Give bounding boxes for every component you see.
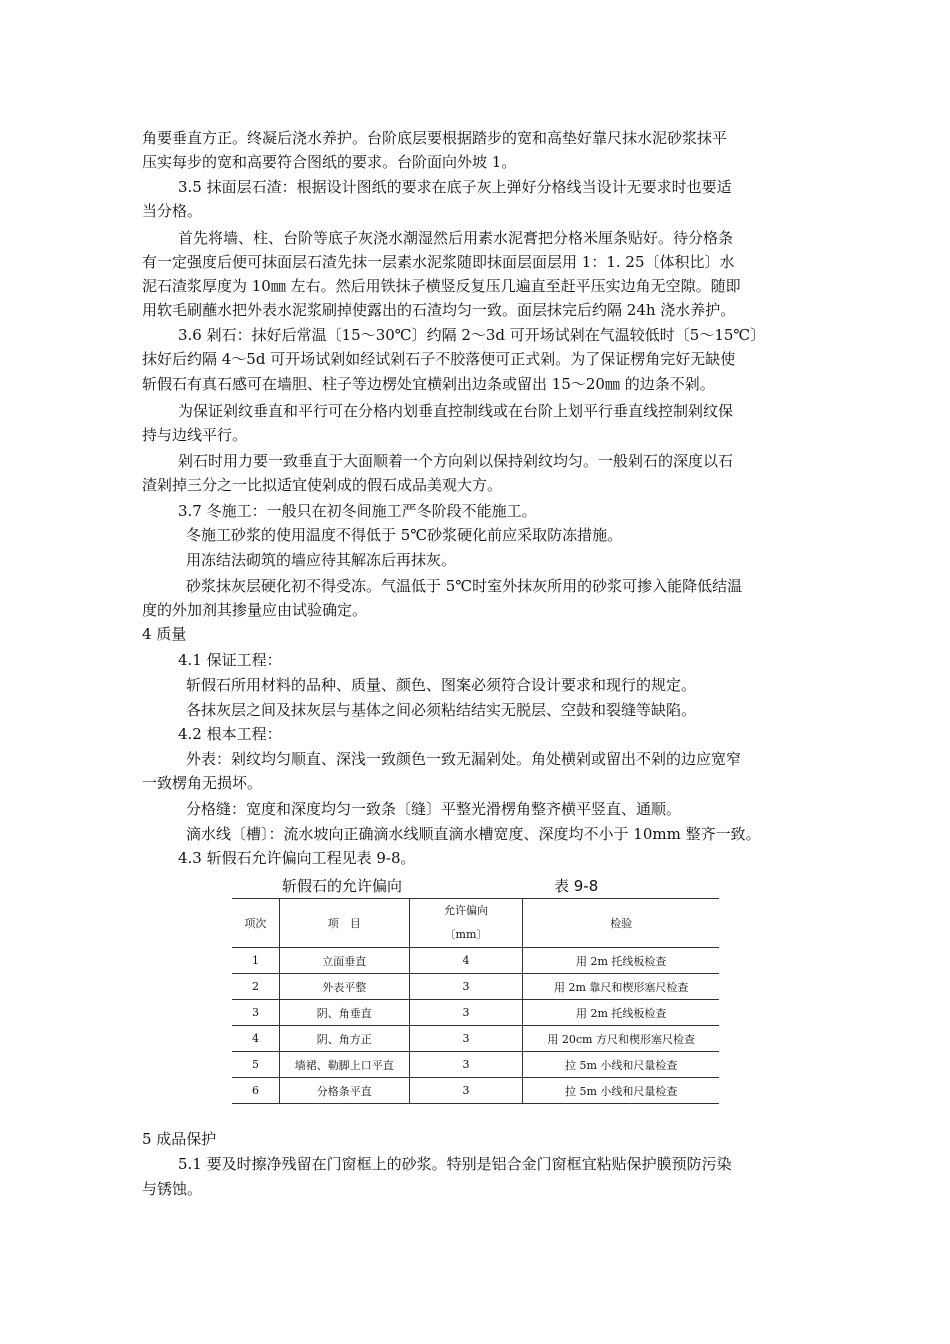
cell-item: 外表平整	[279, 974, 409, 1000]
paragraph-line: 冬施工砂浆的使用温度不得低于 5℃砂浆硬化前应采取防冻措施。	[186, 526, 623, 544]
cell-deviation: 3	[409, 1052, 523, 1078]
table-row	[232, 1052, 719, 1078]
cell-deviation: 3	[409, 1026, 523, 1052]
paragraph-line: 滴水线〔槽〕：流水坡向正确滴水线顺直滴水槽宽度、深度均不小于 10mm 整齐一致。	[186, 825, 761, 843]
paragraph-line: 有一定强度后便可抹面层石渣先抹一层素水泥浆随即抹面层面层用 1：1. 25〔体积比〕水	[142, 253, 735, 271]
section-4-heading: 4 质量	[142, 625, 187, 643]
paragraph-line: 砂浆抹灰层硬化初不得受冻。气温低于 5℃时室外抹灰所用的砂浆可掺入能降低结温	[186, 577, 743, 595]
cell-item: 分格条平直	[279, 1078, 409, 1104]
cell-inspection: 拉 5m 小线和尺量检查	[523, 1078, 719, 1104]
header-item: 项 目	[279, 899, 409, 948]
table-header-row	[232, 899, 719, 948]
table-row	[232, 948, 719, 974]
cell-inspection: 拉 5m 小线和尺量检查	[523, 1052, 719, 1078]
table-row	[232, 974, 719, 1000]
table-number: 表 9-8	[554, 877, 599, 895]
section-3-5-heading: 3.5 抹面层石渣：根据设计图纸的要求在底子灰上弹好分格线当设计无要求时也要适	[178, 178, 732, 196]
paragraph-line: 持与边线平行。	[142, 426, 248, 444]
section-5-heading: 5 成品保护	[142, 1130, 217, 1148]
cell-inspection: 用 20cm 方尺和楔形塞尺检查	[523, 1026, 719, 1052]
cell-deviation: 3	[409, 1000, 523, 1026]
cell-no: 5	[232, 1052, 279, 1078]
cell-deviation: 4	[409, 948, 523, 974]
section-3-6-heading: 3.6 剁石：抹好后常温〔15～30℃〕约隔 2～3d 可开场试剁在气温较低时〔5～15℃〕	[178, 326, 766, 344]
cell-item: 阴、角垂直	[279, 1000, 409, 1026]
table-caption: 斩假石的允许偏向	[282, 877, 403, 895]
section-5-1-heading: 5.1 要及时擦净残留在门窗框上的砂浆。特别是铝合金门窗框宜粘贴保护膜预防污染	[178, 1155, 732, 1173]
paragraph-line: 角要垂直方正。终凝后浇水养护。台阶底层要根据踏步的宽和高垫好靠尺抹水泥砂浆抹平	[142, 129, 728, 147]
paragraph-line: 为保证剁纹垂直和平行可在分格内划垂直控制线或在台阶上划平行垂直线控制剁纹保	[178, 402, 734, 420]
paragraph-line: 压实每步的宽和高要符合图纸的要求。台阶面向外坡 1。	[142, 153, 517, 171]
paragraph-line: 分格缝：宽度和深度均匀一致条〔缝〕平整光滑楞角整齐横平竖直、通顺。	[186, 800, 682, 818]
cell-item: 立面垂直	[279, 948, 409, 974]
paragraph-line: 用冻结法砌筑的墙应待其解冻后再抹灰。	[186, 551, 457, 569]
paragraph-line: 当分格。	[142, 202, 203, 220]
paragraph-line: 一致楞角无损坏。	[142, 774, 263, 792]
paragraph-line: 各抹灰层之间及抹灰层与基体之间必须粘结结实无脱层、空鼓和裂缝等缺陷。	[186, 701, 697, 719]
section-4-2-heading: 4.2 根本工程：	[178, 725, 282, 743]
paragraph-line: 度的外加剂其掺量应由试验确定。	[142, 601, 368, 619]
paragraph-line: 斩假石有真石感可在墙胆、柱子等边楞处宜横剁出边条或留出 15～20㎜ 的边条不剁。	[142, 375, 715, 393]
table-row	[232, 1078, 719, 1104]
cell-inspection: 用 2m 托线板检查	[523, 948, 719, 974]
paragraph-line: 首先将墙、柱、台阶等底子灰浇水潮湿然后用素水泥膏把分格米厘条贴好。待分格条	[178, 229, 734, 247]
cell-no: 2	[232, 974, 279, 1000]
cell-no: 4	[232, 1026, 279, 1052]
section-3-7-heading: 3.7 冬施工：一般只在初冬间施工严冬阶段不能施工。	[178, 502, 537, 520]
header-deviation-label: 允许偏向	[444, 904, 488, 917]
header-item-no: 项次	[232, 899, 279, 948]
cell-item: 阴、角方正	[279, 1026, 409, 1052]
cell-inspection: 用 2m 托线板检查	[523, 1000, 719, 1026]
deviation-table	[232, 898, 719, 1104]
cell-no: 1	[232, 948, 279, 974]
paragraph-line: 外表：剁纹均匀顺直、深浅一致颜色一致无漏剁处。角处横剁或留出不剁的边应宽窄	[186, 750, 742, 768]
header-inspection: 检验	[523, 899, 719, 948]
paragraph-line: 剁石时用力要一致垂直于大面顺着一个方向剁以保持剁纹均匀。一般剁石的深度以石	[178, 452, 734, 470]
table-row	[232, 1026, 719, 1052]
paragraph-line: 斩假石所用材料的品种、质量、颜色、图案必须符合设计要求和现行的规定。	[186, 676, 697, 694]
section-4-3-heading: 4.3 斩假石允许偏向工程见表 9-8。	[178, 849, 416, 867]
cell-inspection: 用 2m 靠尺和楔形塞尺检查	[523, 974, 719, 1000]
header-allowed-deviation	[409, 899, 523, 948]
cell-deviation: 3	[409, 1078, 523, 1104]
paragraph-line: 与锈蚀。	[142, 1180, 203, 1198]
cell-no: 3	[232, 1000, 279, 1026]
section-4-1-heading: 4.1 保证工程：	[178, 651, 282, 669]
table-row	[232, 1000, 719, 1026]
cell-deviation: 3	[409, 974, 523, 1000]
header-deviation-unit: 〔mm〕	[444, 928, 488, 941]
paragraph-line: 用软毛刷蘸水把外表水泥浆刷掉使露出的石渣均匀一致。面层抹完后约隔 24h 浇水养护。	[142, 301, 736, 319]
paragraph-line: 渣剁掉三分之一比拟适宜使剁成的假石成品美观大方。	[142, 476, 503, 494]
paragraph-line: 泥石渣浆厚度为 10㎜ 左右。然后用铁抹子横竖反复压几遍直至赶平压实边角无空隙。随即	[142, 277, 741, 295]
cell-no: 6	[232, 1078, 279, 1104]
cell-item: 墙裙、勒脚上口平直	[279, 1052, 409, 1078]
paragraph-line: 抹好后约隔 4～5d 可开场试剁如经试剁石子不胶落便可正式剁。为了保证楞角完好无缺使	[142, 350, 736, 368]
